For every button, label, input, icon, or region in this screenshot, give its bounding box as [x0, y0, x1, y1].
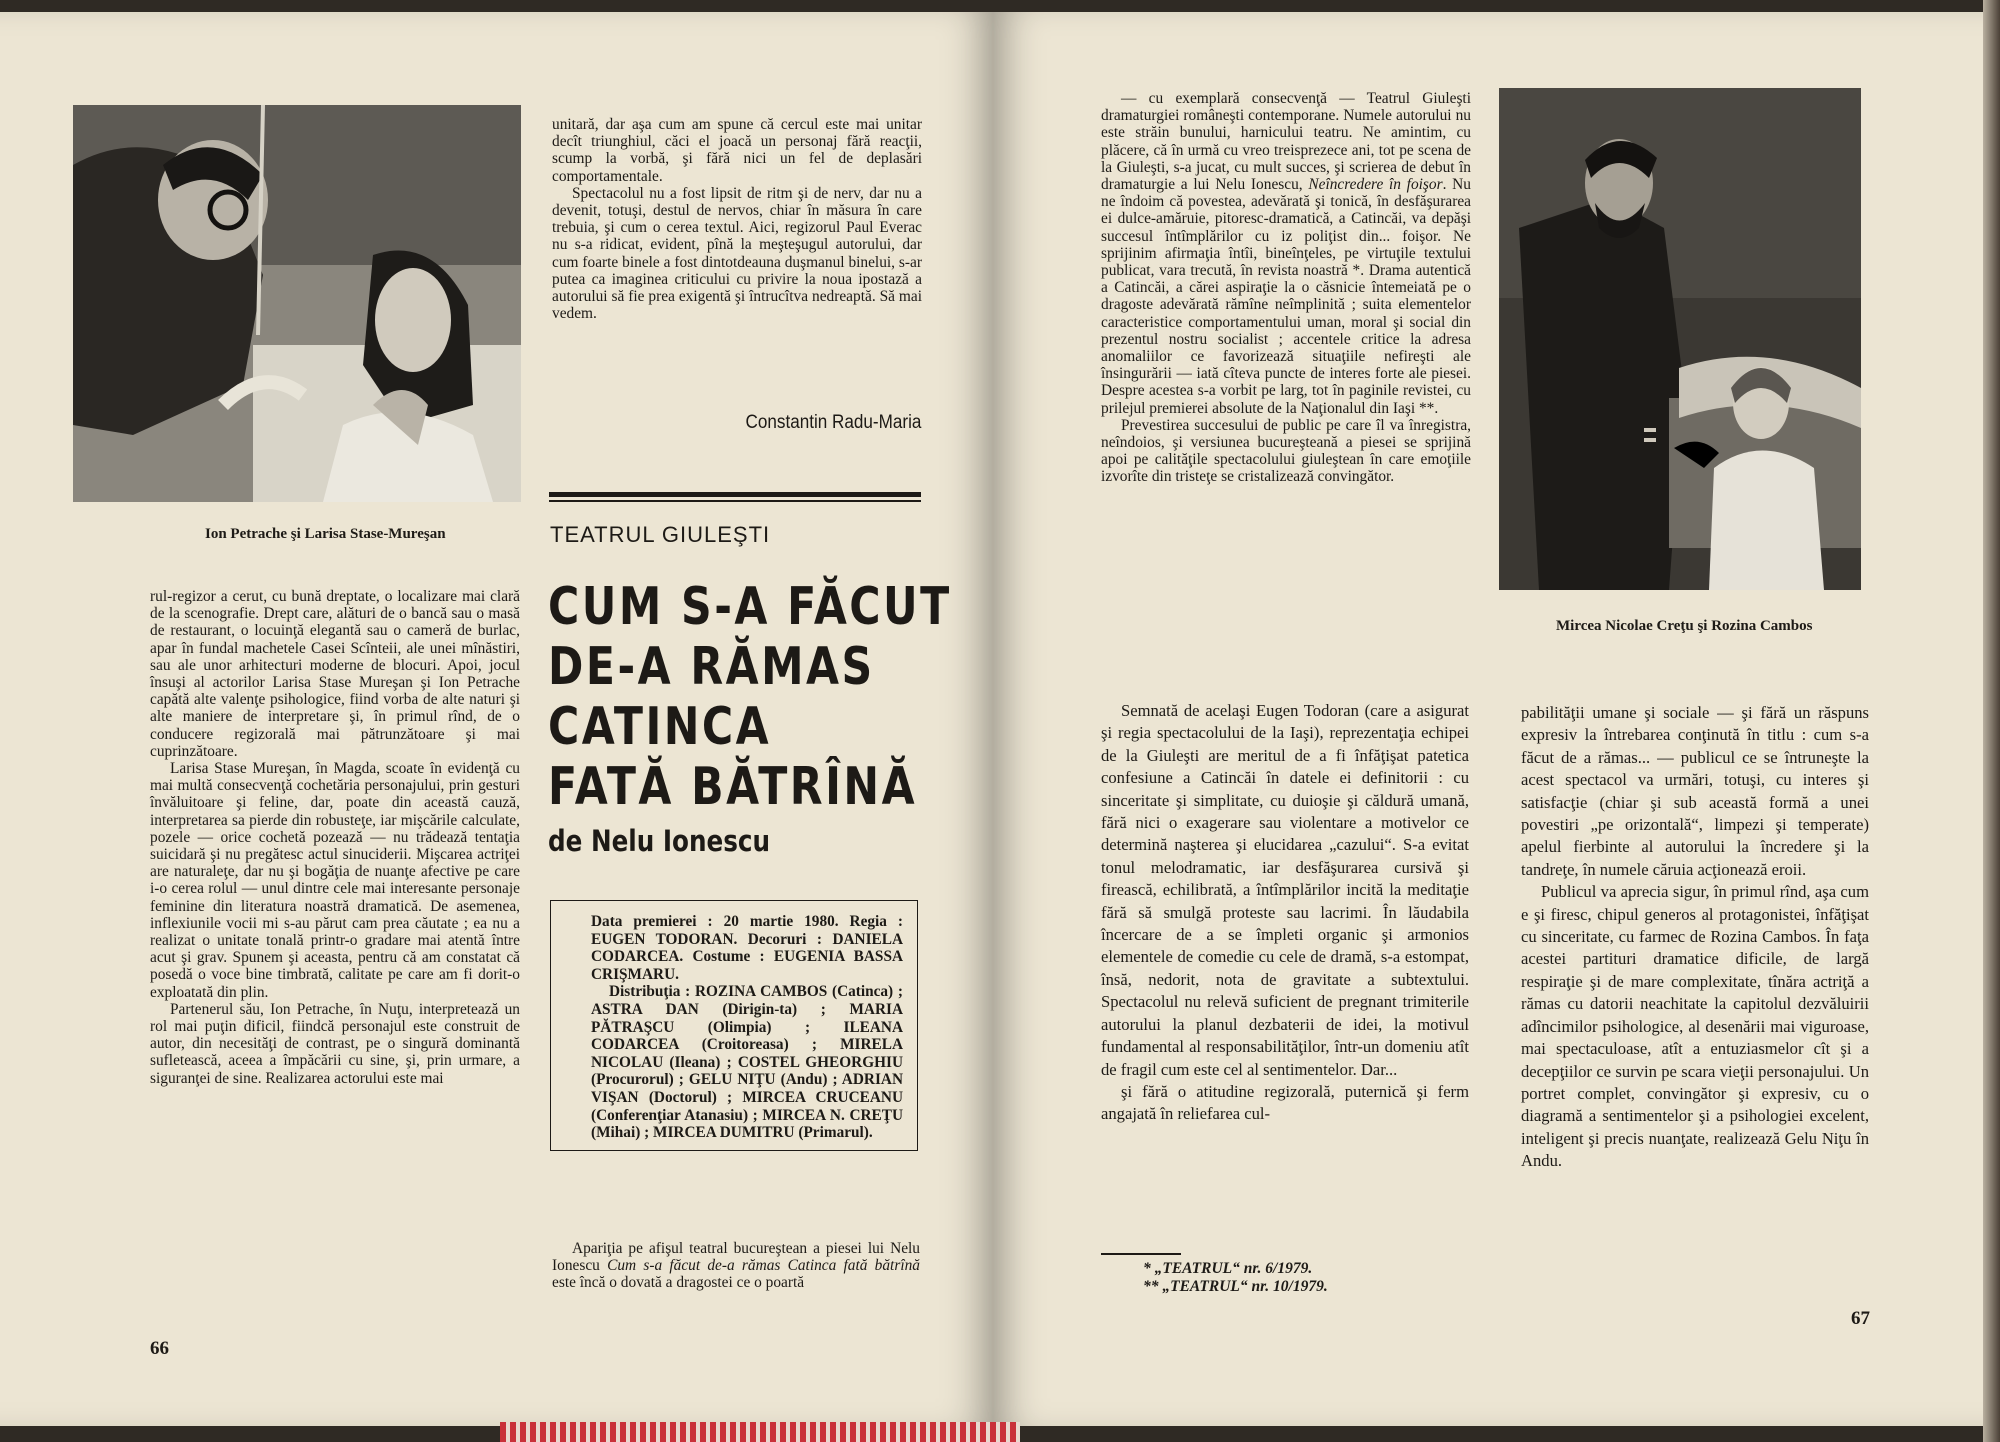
text-run: — cu exemplară consecvenţă — Teatrul Giuleşti dramaturgiei româneşti contemporane. Numele autorului nu este străin bunului, harnicului teatru. Ne amintim, cu plăcere, că în urmă cu vreo treisprezece ani, tot pe scena de la Giuleşti, s-a jucat, cu mult succes, şi scrierea de debut în dramaturgie a lui Nelu Ionescu, — [1101, 90, 1471, 194]
binding-ribbon — [500, 1422, 1020, 1442]
left-page — [0, 12, 993, 1426]
title-line: DE-A RĂMAS — [548, 637, 875, 697]
paragraph: Semnată de acelaşi Eugen Todoran (care a asigurat şi regia spectacolului de la Iaşi), reprezentaţia echipei de la Giuleşti are meritul de a fi înfăţişat patetica confesiune a Catincăi în datele ei definitorii : cu sinceritate şi simplitate, cu duioşie şi căldură umană, fără nici o exagerare sau violentare a motivelor ce determină naşterea şi elucidarea „cazului“. S-a evitat tonul melodramatic, iar desfăşurarea cursivă şi firească, echilibrată, a întîmplărilor incită la meditaţie fără să smulgă proteste sau lacrimi. În lăudabila încercare de a se împleti organic şi armonios elementele de comedie cu cele de dramă, s-a estompat, însă, nedorit, nota de gravitate a subtextului. Spectacolul nu relevă suficient de pregnant trimiterile autorului la planul dezbaterii de idei, la motivul fundamental al responsabilităţilor, într-un domeniu atît de fragil cum este cel al sentimentelor. Dar... — [1101, 701, 1469, 1079]
credits-production: Data premierei : 20 martie 1980. Regia : EUGEN TODORAN. Decoruri : DANIELA CODARCEA. Costume : EUGENIA BASSA CRIŞMARU. — [591, 913, 903, 983]
left-column-1 — [150, 588, 520, 1087]
footnote-rule — [1101, 1253, 1181, 1255]
title-line: CATINCA — [548, 697, 772, 757]
footnote-2: ** „TEATRUL“ nr. 10/1979. — [1143, 1278, 1328, 1295]
credits-box — [550, 900, 918, 1151]
page-number-right: 67 — [1851, 1308, 1870, 1329]
play-title — [548, 577, 952, 817]
right-column-2 — [1521, 702, 1869, 1173]
photo-image — [73, 105, 521, 502]
paragraph: unitară, dar aşa cum am spune că cercul este mai unitar decît triunghiul, căci el joacă un personaj fără reacţii, scump la vorbă, şi fără nici un fel de deplasări comportamentale. — [552, 116, 922, 185]
binding-edge — [1983, 0, 2000, 1442]
paragraph — [552, 1240, 920, 1292]
left-column-2 — [552, 116, 922, 322]
footnotes — [1143, 1260, 1328, 1296]
paragraph: şi fără o atitudine regizorală, puternică şi ferm angajată în reliefarea cul- — [1101, 1081, 1469, 1124]
section-heading: TEATRUL GIULEŞTI — [550, 522, 771, 547]
paragraph: Spectacolul nu a fost lipsit de ritm şi de nerv, dar nu a devenit, totuşi, destul de nervos, chiar în măsura în care trebuia, şi cum o cerea textul. Aici, regizorul Paul Everac nu s-a ridicat, evident, pînă la meşteşugul autorului, dar cum foarte binele a fost dintotdeauna duşmanul binelui, s-ar putea ca imaginea criticului cu privire la noua ipostază a autorului să fie prea exigentă şi întrucîtva nedreaptă. Să mai vedem. — [552, 184, 922, 323]
paragraph: Publicul va aprecia sigur, în primul rînd, aşa cum e şi firesc, chipul generos al protagonistei, înfăţişat cu sinceritate, cu farmec de Rozina Cambos. În faţa acestei partituri dramatice dificile, de largă respiraţie şi de mare complexitate, tînăra actriţă a rămas cu datorii neachitate la capitolul dezvăluirii adîncimilor psihologice, al desenării mai viguroase, mai spectaculoase, atît a entuziasmelor cît şi a decepţiilor ce survin pe scara vieţii personajului. Un portret complet, convingător şi expresiv, cu o diagramă a sentimentelor şi a psihologiei excelent, inteligent şi precis nuanţate, realizează Gelu Niţu în Andu. — [1521, 882, 1869, 1171]
section-divider-thin — [549, 500, 921, 502]
paragraph — [1101, 90, 1471, 417]
page-number-left: 66 — [150, 1338, 169, 1359]
paragraph: Larisa Stase Mureşan, în Magda, scoate în evidenţă cu mai multă consecvenţă cochetăria personajului, prin gesturi învăluitoare şi feline, dar, poate din această cauză, interpretarea sa pierde din robusteţe, iar mişcările calculate, pozele — orice cochetă pozează — nu trădează tentaţia suicidară şi nu pregătesc actul sinuciderii. Mişcarea actriţei are naturaleţe, dar nu şi bogăţia de nuanţe afective pe care i-o cerea rolul — unul dintre cele mai interesante personaje feminine din literatura noastră dramatică. De asemenea, inflexiunile vocii mi s-au părut cam prea căutate ; ea nu a realizat o unitate tonală printr-o gradare mai atentă între acut şi grav. Spunem şi aceasta, pentru că am constatat că posedă o voce bine timbrată, calitate pe care am fi dorit-o exploatată din plin. — [150, 760, 520, 1001]
right-page — [993, 12, 1983, 1426]
paragraph: pabilităţii umane şi sociale — şi fără un răspuns expresiv la întrebarea conţinută în titlu : cum s-a făcut de a rămas... — publicul ce se întruneşte la acest spectacol va urmări, totuşi, cu interes şi satisfacţie (chiar şi sub această formă a unei povestiri „pe orizontală“, limpezi şi temperate) apelul fierbinte al autorului la încredere şi la tandreţe, în numele căruia acţionează eroii. — [1521, 703, 1869, 879]
photo-cretu-cambos — [1499, 88, 1861, 590]
photo-image — [1499, 88, 1861, 590]
intro-text-a: Apariţia pe afişul teatral bucureştean a piesei lui Nelu Ionescu — [552, 1240, 920, 1275]
intro-paragraph — [552, 1240, 920, 1292]
paragraph: Partenerul său, Ion Petrache, în Nuţu, interpretează un rol mai puţin dificil, fiindcă personajul este construit de autor, din necesităţi de contrast, pe o singură dominantă sufletească, aceea a împăcării cu sine, şi, prin urmare, a siguranţei de sine. Realizarea actorului este mai — [150, 1000, 520, 1087]
intro-text-c: este încă o dovată a dragostei ce o poartă — [552, 1274, 805, 1292]
footnote-1: * „TEATRUL“ nr. 6/1979. — [1143, 1260, 1313, 1277]
intro-title-italic: Cum s-a făcut de-a rămas Catinca fată bătrînă — [607, 1257, 920, 1275]
right-column-1 — [1101, 90, 1471, 486]
text-run: . Nu ne îndoim că povestea, adevărată şi tonică, în desfăşurarea ei dulce-amăruie, pitoresc-dramatică, a Catincăi, va depăşi succesul întîmplărilor cu iz poliţist din... foişor. Ne sprijinim afirmaţia întîi, bineînţeles, pe virtuţile textului publicat, vara trecută, în revista noastră *. Drama autentică a Catincăi, a cărei aspiraţie la o căsnicie întemeiată pe o dragoste adevărată rămîne neîmplinită ; suita elementelor caracteristice comportamentului uman, moral şi social din prezentul nostru socialist ; accentele critice la adresa anomaliilor ce favorizează situaţiile nefireşti ale însingurării — iată cîteva puncte de interes forte ale piesei. Despre acestea s-a vorbit pe larg, tot în paginile revistei, cu prilejul premierei absolute de la Naţionalul din Iaşi **. — [1101, 176, 1471, 417]
credits-cast: Distribuţia : ROZINA CAMBOS (Catinca) ; ASTRA DAN (Dirigin-ta) ; MARIA PĂTRAŞCU (Olimpia) ; ILEANA CODARCEA (Croitoreasa) ; MIRELA NICOLAU (Ileana) ; COSTEL GHEORGHIU (Procurorul) ; GELU NIŢU (Andu) ; ADRIAN VIŞAN (Doctorul) ; MIRCEA CRUCEANU (Conferenţiar Atanasiu) ; MIRCEA N. CREŢU (Mihai) ; MIRCEA DUMITRU (Primarul). — [591, 983, 903, 1142]
section-divider — [549, 492, 921, 497]
title-line: FATĂ BĂTRÎNĂ — [548, 757, 918, 817]
photo-petrache-stase — [73, 105, 521, 502]
photo-caption-left: Ion Petrache şi Larisa Stase-Mureşan — [205, 526, 446, 542]
italic-title: Neîncredere în foişor — [1308, 176, 1443, 194]
right-column-1-lower — [1101, 700, 1469, 1126]
photo-caption-right: Mircea Nicolae Creţu şi Rozina Cambos — [1556, 618, 1813, 634]
review-signature: Constantin Radu-Maria — [745, 412, 921, 433]
paragraph: rul-regizor a cerut, cu bună dreptate, o localizare mai clară de la scenografie. Drept care, alături de o bancă sau o masă de restaurant, o locuinţă elegantă sau o cameră de burlac, apar în fundal machetele Casei Scînteii, ale unei mînăstiri, sau ale unor arhitecturi moderne de blocuri. Apoi, jocul însuşi al actorilor Larisa Stase Mureşan şi Ion Petrache capătă alte valenţe psihologice, fiind vorba de alte naturi şi alte maniere de interpretare şi, în primul rînd, de o conducere regizorală mai pătrunzătoare şi mai cuprinzătoare. — [150, 588, 520, 760]
play-author: de Nelu Ionescu — [548, 824, 771, 858]
title-line: CUM S-A FĂCUT — [548, 577, 952, 637]
paragraph: Prevestirea succesului de public pe care îl va înregistra, neîndoios, şi versiunea bucureşteană a piesei se sprijină apoi pe calităţile spectacolului giuleştean în care emoţiile izvorîte din tristeţe se cristalizează convingător. — [1101, 416, 1471, 486]
